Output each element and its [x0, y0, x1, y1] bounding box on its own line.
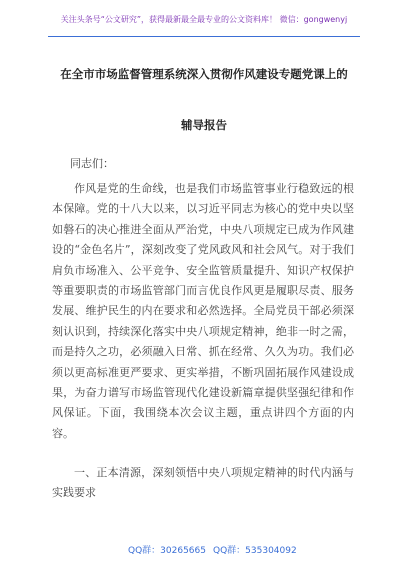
header-banner: 关注头条号“公文研究”，获得最新最全最专业的公文资料库！ 微信：gongwenyj — [60, 15, 348, 24]
header-divider — [48, 36, 360, 37]
footer-qq-group-1: QQ群：30265665 — [128, 546, 206, 556]
document-title-line2: 辅导报告 — [181, 118, 227, 132]
body-paragraph-2: 一、正本清源，深刻领悟中央八项规定精神的时代内涵与实践要求 — [52, 466, 354, 500]
footer-qq-group-2: QQ群：535304092 — [213, 546, 297, 556]
salutation: 同志们： — [70, 157, 114, 170]
body-paragraph-1: 作风是党的生命线，也是我们市场监管事业行稳致远的根本保障。党的十八大以来，以习近平同志为核心的党中央以坚如磐石的决心推进全面从严治党，中央八项规定已成为作风建设的“金色名片”，深刻改变了党风政风和社会风气。对于我们肩负市场准入、公平竞争、安全监管质量提升、知识产权保护等重要职责的市场监管部门而言优良作风更是履职尽责、服务发展、维护民生的内在要求和必然选择。全局党员干部必须深刻认识到，持续深化落实中央八项规定精神，绝非一时之需，而是持久之功，必须融入日常、抓在经常、久久为功。我们必须以更高标准更严要求、更实举措，不断巩固拓展作风建设成果，为奋力谱写市场监管现代化建设新篇章提供坚强纪律和作风保证。下面，我围绕本次会议主题，重点讲四个方面的内容。 — [52, 182, 354, 440]
document-title-line1: 在全市市场监督管理系统深入贯彻作风建设专题党课上的 — [60, 67, 348, 81]
